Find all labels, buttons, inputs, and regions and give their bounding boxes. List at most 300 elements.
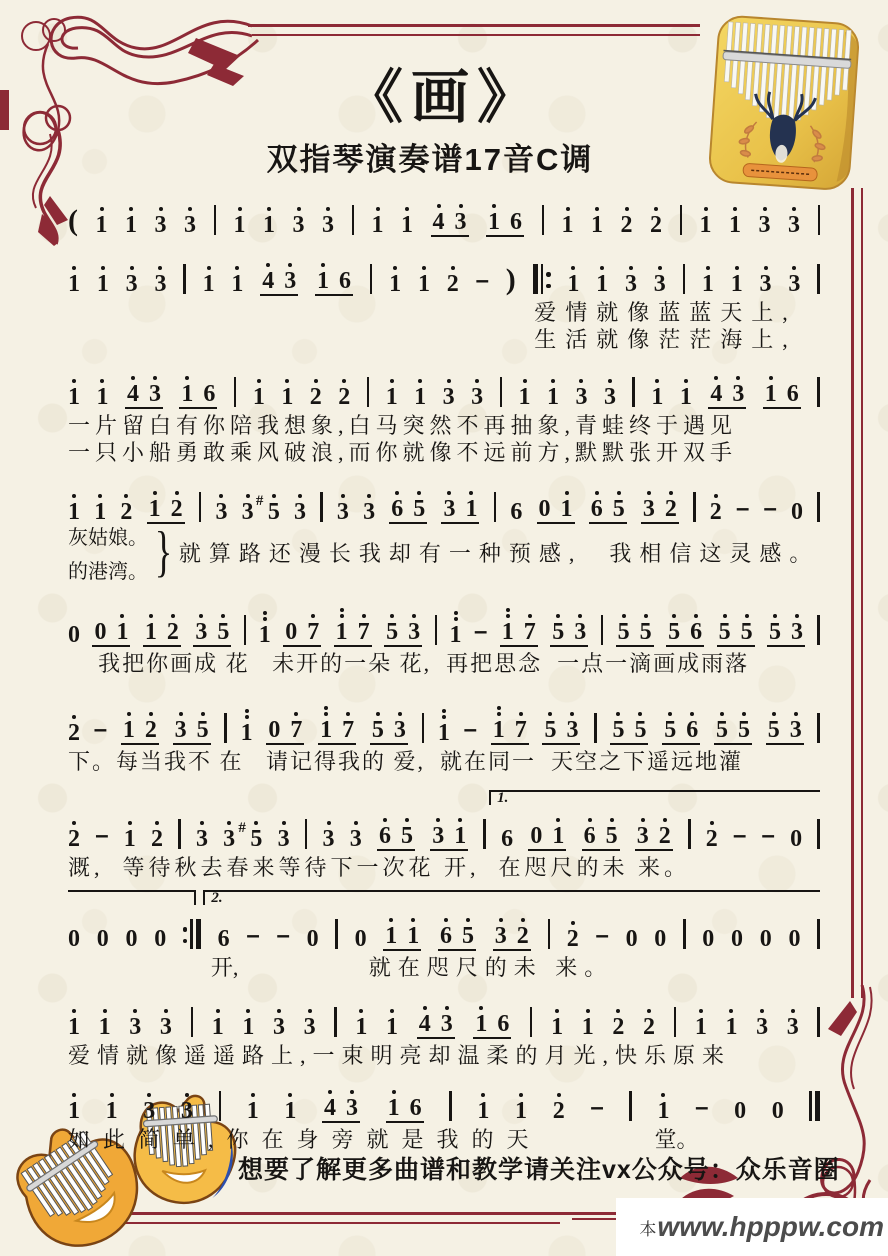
note: 1	[695, 995, 707, 1039]
barline	[817, 615, 820, 645]
note: 3	[791, 600, 803, 644]
lyrics-line: 生活就像茫茫海上,	[534, 327, 797, 352]
note: 3	[223, 807, 235, 851]
note: 1	[418, 252, 430, 296]
barline	[320, 492, 323, 522]
notes-row	[68, 804, 820, 851]
note: 1	[389, 252, 401, 296]
lyrics-brace: }	[154, 521, 173, 583]
note: 1	[68, 365, 80, 409]
rest-note: 0	[538, 496, 551, 522]
beam-group	[635, 804, 673, 851]
note: 5	[413, 477, 425, 521]
note: 1	[68, 1079, 80, 1123]
notation-system	[68, 888, 820, 978]
note: 1	[651, 365, 663, 409]
barline	[178, 819, 181, 849]
note: 1	[231, 252, 243, 296]
rest-note: 0	[96, 926, 109, 952]
note: 1	[582, 995, 594, 1039]
note: 1	[657, 1079, 669, 1123]
note: 3	[574, 600, 586, 644]
barline	[367, 377, 370, 407]
beam-group	[550, 600, 588, 647]
note: 2	[68, 701, 80, 745]
note: 1	[99, 995, 111, 1039]
top-border-line	[248, 24, 700, 27]
lyrics-line: 一片留白有你陪我想象,白马突然不再抽象,青蛙终于遇见	[68, 413, 738, 438]
note: 3	[788, 252, 800, 296]
watermark-prefix: 本	[639, 1219, 657, 1239]
beam-group	[430, 804, 468, 851]
beam-group	[260, 249, 298, 296]
note: 1	[336, 600, 348, 644]
rest-note: 0	[788, 926, 801, 952]
note: 1	[355, 995, 367, 1039]
note: 1	[125, 193, 137, 237]
note: 3	[654, 252, 666, 296]
rest-note: 0	[154, 926, 167, 952]
note: 1	[729, 193, 741, 237]
note: 3	[756, 995, 768, 1039]
note: 2	[659, 804, 671, 848]
lyrics-line: 就算路还漫长我却有一种预感, 我相信这灵感。	[178, 540, 820, 566]
note: 2	[447, 252, 459, 296]
note: 6	[391, 477, 403, 521]
dash: –	[463, 716, 477, 743]
note: 5	[372, 698, 384, 742]
note: 1	[96, 193, 108, 237]
note: 6	[409, 1095, 422, 1121]
dash: –	[761, 822, 775, 849]
rest-note: 0	[654, 926, 667, 952]
note: 3	[155, 193, 167, 237]
note: 1	[242, 995, 254, 1039]
dash: –	[93, 716, 108, 743]
beam-group	[610, 698, 648, 745]
beam-group	[763, 362, 801, 409]
barline	[817, 377, 820, 407]
lyrics-row	[68, 323, 820, 350]
note: 1	[181, 362, 193, 406]
page-subtitle: 双指琴演奏谱17音C调	[266, 142, 594, 177]
final-barline	[809, 1091, 820, 1123]
note: 5	[664, 698, 676, 742]
lyrics-line: 溉, 等待秋去春来等待下一次花 开, 在咫尺的未 来。	[68, 855, 691, 880]
note: 2	[167, 600, 179, 644]
note: 3	[432, 804, 444, 848]
barline	[683, 919, 686, 949]
note: 6	[379, 804, 391, 848]
barline	[305, 819, 308, 849]
note: 1	[700, 193, 712, 237]
note: 1	[94, 480, 106, 524]
note: 1	[203, 252, 215, 296]
note: 2	[665, 477, 677, 521]
note: # 5	[255, 493, 280, 525]
note: 1	[284, 1079, 296, 1123]
note: 1	[450, 603, 462, 647]
note: 3	[471, 365, 483, 409]
notes-row	[68, 362, 820, 409]
note: 1	[386, 365, 398, 409]
note: 2	[650, 193, 662, 237]
note: 3	[788, 193, 800, 237]
note: 3	[126, 252, 138, 296]
watermark-url: www.hpppw.com	[657, 1211, 884, 1242]
note: 5	[197, 698, 209, 742]
note: 3	[160, 995, 172, 1039]
note: 3	[149, 362, 161, 406]
beam-group	[389, 477, 427, 524]
barline	[335, 919, 338, 949]
beam-group	[266, 698, 304, 745]
note: 5	[768, 698, 780, 742]
volta-endline	[68, 890, 196, 905]
note: 1	[124, 807, 136, 851]
barline	[183, 264, 186, 294]
note: 6	[686, 698, 698, 742]
dash: –	[763, 495, 777, 522]
beam-group	[92, 600, 130, 647]
note: 1	[551, 995, 563, 1039]
note: 1	[259, 603, 271, 647]
rest-note: 0	[790, 826, 803, 852]
beam-group	[708, 362, 746, 409]
note: 1	[725, 995, 737, 1039]
note: 3	[304, 995, 316, 1039]
barline	[494, 492, 497, 522]
note: 6	[591, 477, 603, 521]
page-title: 《画》	[344, 65, 543, 130]
note: 2	[612, 995, 624, 1039]
sharp-sign: #	[238, 820, 246, 836]
beam-group	[537, 477, 575, 524]
note: 7	[307, 600, 319, 644]
note: 1	[97, 252, 109, 296]
note: 1	[596, 252, 608, 296]
note: 3	[495, 904, 507, 948]
note: 5	[769, 600, 781, 644]
notes-row	[68, 1076, 820, 1123]
lyrics-row	[68, 951, 820, 978]
beam-group	[589, 477, 627, 524]
note: 3	[455, 190, 467, 234]
note: 1	[247, 1079, 259, 1123]
note: 6	[203, 381, 216, 407]
note: 2	[567, 907, 579, 951]
note: 3	[323, 807, 335, 851]
note: 1	[388, 1076, 400, 1120]
note: 3	[143, 1079, 155, 1123]
barline	[632, 377, 635, 407]
beam-group	[528, 804, 566, 851]
note: 1	[385, 904, 397, 948]
note: 1	[68, 995, 80, 1039]
note: 3	[196, 807, 208, 851]
note: 1	[116, 600, 128, 644]
dash: –	[695, 1094, 709, 1121]
dash: –	[475, 267, 489, 294]
note: 7	[515, 698, 527, 742]
barline	[190, 919, 193, 949]
notation-system	[68, 1076, 820, 1150]
rest-note: 0	[530, 823, 543, 849]
note: 5	[640, 600, 652, 644]
note: 3	[215, 480, 227, 524]
note: 1	[234, 193, 246, 237]
lyrics-line: 如此简单,你在身旁就是我的天	[68, 1127, 542, 1152]
notation-system	[68, 992, 820, 1066]
footer-note: 想要了解更多曲谱和教学请关注vx公众号：众乐音圈	[238, 1156, 840, 1184]
note: 2	[145, 698, 157, 742]
note: 1	[401, 193, 413, 237]
barline	[548, 919, 551, 949]
rest-note: 0	[354, 926, 367, 952]
beam-group	[542, 698, 580, 745]
note: 1	[438, 701, 450, 745]
note: 5	[462, 904, 474, 948]
notes-row	[68, 600, 820, 647]
notes-row	[68, 904, 820, 951]
note: 3	[278, 807, 290, 851]
note: 1	[561, 477, 573, 521]
volta-bracket: 2.	[203, 890, 820, 905]
note: 3	[566, 698, 578, 742]
note: 3	[637, 804, 649, 848]
barline	[196, 919, 201, 949]
rest-note: 0	[625, 926, 638, 952]
note: 3	[242, 480, 254, 524]
note: 4	[433, 190, 445, 234]
barline	[674, 1007, 677, 1037]
lyrics-row	[68, 1039, 820, 1066]
beam-group	[383, 904, 421, 951]
barline	[199, 492, 202, 522]
beam-group	[143, 600, 181, 647]
note: 2	[706, 807, 718, 851]
lyrics-brace-row	[68, 521, 820, 583]
beam-group	[193, 600, 231, 647]
barline	[680, 205, 683, 235]
note: 1	[454, 804, 466, 848]
note: 1	[488, 190, 500, 234]
note: 2	[171, 477, 183, 521]
note: 1	[386, 995, 398, 1039]
note: 5	[612, 698, 624, 742]
note: 3	[394, 698, 406, 742]
dash: –	[732, 822, 747, 849]
barline	[191, 1007, 194, 1037]
note: 5	[618, 600, 630, 644]
note: 1	[96, 365, 108, 409]
note: 4	[127, 362, 139, 406]
dash: –	[276, 922, 290, 949]
lyrics-line: 爱情就像蓝蓝天上,	[534, 300, 797, 325]
barline	[334, 1007, 337, 1037]
rest-note: 0	[731, 926, 743, 952]
note: 6	[510, 499, 523, 525]
lyric-alternative: 的港湾。	[68, 560, 148, 583]
barline	[530, 1007, 533, 1037]
note: 3	[195, 600, 207, 644]
rest-note: 0	[759, 926, 772, 952]
beam-group	[616, 600, 654, 647]
note: 6	[497, 1011, 510, 1037]
lyrics-row	[68, 851, 820, 878]
note: 1	[552, 804, 564, 848]
note: 6	[584, 804, 596, 848]
top-border-line	[252, 34, 700, 36]
lyrics-line: 我把你画成 花 未开的一朵 花, 再把思念 一点一滴画成雨落	[98, 651, 750, 676]
barline	[688, 819, 691, 849]
note: 2	[338, 365, 350, 409]
lyrics-line: 一只小船勇敢乘风破浪,而你就像不远前方,默默张开双手	[68, 440, 738, 465]
note: 1	[253, 365, 265, 409]
beam-group	[714, 698, 752, 745]
beam-group	[500, 600, 538, 647]
note: 3	[363, 480, 375, 524]
note: 1	[515, 1079, 527, 1123]
barline	[422, 713, 425, 743]
repeat-begin-sign	[533, 264, 551, 296]
lyrics-row	[68, 436, 820, 463]
note: 1	[372, 193, 384, 237]
barline	[817, 919, 820, 949]
notation-system	[68, 788, 820, 878]
barline	[817, 1007, 820, 1037]
note: 2	[710, 480, 722, 524]
note: 3	[575, 365, 587, 409]
note: 1	[562, 193, 574, 237]
barline	[683, 264, 686, 294]
lyrics-row	[68, 296, 820, 323]
note: 1	[731, 252, 743, 296]
beam-group	[641, 477, 679, 524]
rest-note: 0	[68, 926, 80, 952]
note: 6	[510, 209, 522, 235]
barline	[817, 819, 820, 849]
dash: –	[590, 1094, 604, 1121]
beam-group	[283, 600, 321, 647]
dash: –	[473, 618, 488, 645]
beam-group	[121, 698, 159, 745]
note: 3	[350, 807, 362, 851]
rest-note: 0	[734, 1098, 747, 1124]
beam-group	[493, 904, 531, 951]
barline	[449, 1091, 452, 1121]
note: 1	[317, 249, 329, 293]
note: 1	[320, 698, 332, 742]
notation-system	[68, 362, 820, 463]
note: 5	[738, 698, 750, 742]
beam-group	[377, 804, 415, 851]
note: 2	[553, 1079, 565, 1123]
note: 3	[175, 698, 187, 742]
note: 4	[262, 249, 274, 293]
right-border-line	[861, 188, 863, 998]
barline	[817, 492, 820, 522]
note: 3	[760, 252, 772, 296]
note: 1	[145, 600, 157, 644]
note: 4	[324, 1076, 336, 1120]
notes-row	[68, 477, 820, 524]
note: 7	[358, 600, 370, 644]
note: 7	[524, 600, 536, 644]
lyrics-line: 开,	[210, 955, 239, 980]
note: 3	[625, 252, 637, 296]
rest-note: 0	[771, 1098, 784, 1124]
rest-note: 0	[68, 622, 80, 648]
note: 5	[716, 698, 728, 742]
lyrics-line: 下。每当我不 在 请记得我的 爱, 就在同一 天空之下遥远地灌	[68, 749, 744, 774]
score	[68, 190, 820, 1150]
note: 1	[149, 477, 161, 521]
note: 3	[443, 365, 455, 409]
note: 1	[502, 600, 514, 644]
parenthesis: )	[505, 263, 516, 296]
note: 3	[293, 193, 305, 237]
note: 2	[621, 193, 633, 237]
barline	[352, 205, 355, 235]
barline	[809, 1091, 812, 1121]
note: 2	[643, 995, 655, 1039]
barline	[533, 264, 538, 294]
note: 3	[294, 480, 306, 524]
lyric-alternative: 灰姑娘。	[68, 526, 148, 549]
barline	[818, 205, 821, 235]
barline	[817, 713, 820, 743]
note: 7	[290, 698, 302, 742]
note: 4	[710, 362, 722, 406]
beam-group	[147, 477, 185, 524]
dash: –	[246, 922, 260, 949]
beam-group	[384, 600, 422, 647]
barline	[244, 615, 247, 645]
notes-row	[68, 249, 820, 296]
note: 5	[606, 804, 618, 848]
note: 3	[759, 193, 771, 237]
lyrics-row	[68, 745, 820, 772]
note: 3	[643, 477, 655, 521]
note: 3	[732, 362, 744, 406]
notes-row	[68, 190, 820, 237]
barline	[541, 264, 544, 294]
dash: –	[735, 495, 750, 522]
note: 1	[106, 1079, 118, 1123]
notation-system	[68, 249, 820, 350]
note: 6	[339, 268, 351, 294]
notation-system	[68, 600, 820, 674]
beam-group	[662, 698, 700, 745]
beam-group	[491, 698, 529, 745]
note: 3	[604, 365, 616, 409]
note: 4	[419, 992, 431, 1036]
beam-group	[441, 477, 479, 524]
notes-row	[68, 992, 820, 1039]
beam-group	[767, 600, 805, 647]
note: 6	[501, 826, 514, 852]
repeat-end-sign	[183, 919, 201, 951]
barline	[219, 1091, 222, 1121]
note: 3	[346, 1076, 358, 1120]
note: 1	[414, 365, 426, 409]
lyrics-line: 爱情就像遥遥路上,一束明亮却温柔的月光,快乐原来	[68, 1043, 732, 1068]
rest-note: 0	[125, 926, 138, 952]
note: # 5	[238, 820, 263, 852]
beam-group	[486, 190, 524, 237]
note: 2	[310, 365, 322, 409]
